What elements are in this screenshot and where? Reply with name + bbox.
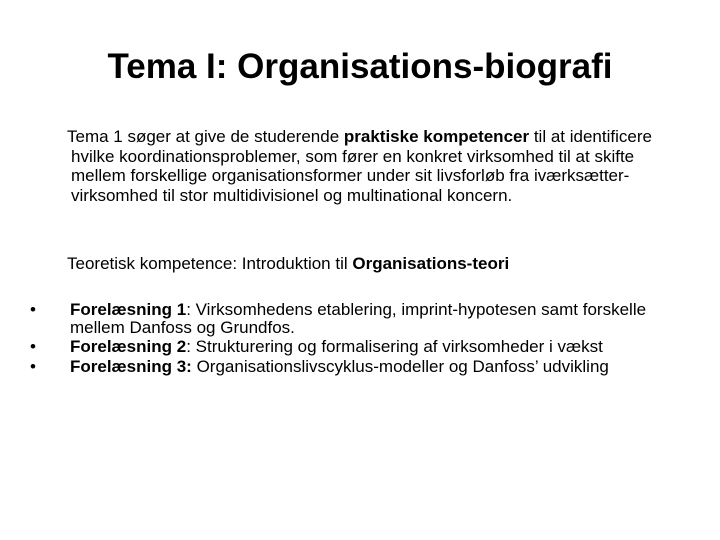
lecture-text: Strukturering og formalisering af virksomheder i vækst [190, 337, 603, 356]
intro-emphasis: praktiske kompetencer [343, 127, 530, 146]
bullet-icon: • [30, 356, 36, 376]
lecture-item-1 [26, 301, 686, 336]
intro-text-start: Tema 1 søger at give de studerende [67, 127, 344, 146]
lecture-label: Forelæsning 3: [70, 356, 192, 376]
lecture-text: Virksomhedens etablering, imprint-hypotesen samt forskelle mellem Danfoss og Grundfos. [70, 300, 647, 337]
bullet-icon: • [30, 300, 36, 319]
intro-paragraph [67, 127, 671, 205]
bullet-icon: • [30, 337, 36, 356]
theory-text: Teoretisk kompetence: Introduktion til [67, 254, 353, 273]
intro-text-end: til at identificere hvilke koordinationsproblemer, som fører en konkret virksomhed til at skifte mellem forskellige organisationsformer under sit livsforløb fra iværksætter-virksomhed til stor multidivisionel og multinational koncern. [71, 127, 652, 205]
lecture-text: Organisationslivscyklus-modeller og Danfoss’ udvikling [191, 356, 609, 376]
slide-title: Tema I: Organisations-biografi [107, 47, 613, 86]
theory-line [67, 254, 667, 274]
lecture-item-3 [26, 358, 686, 376]
lecture-separator: : [186, 337, 191, 356]
theory-emphasis: Organisations-teori [352, 254, 510, 273]
lecture-list [26, 301, 686, 377]
lecture-separator: : [186, 300, 191, 319]
lecture-label: Forelæsning 2 [70, 337, 187, 356]
lecture-label: Forelæsning 1 [70, 300, 187, 319]
lecture-item-2 [26, 338, 686, 356]
